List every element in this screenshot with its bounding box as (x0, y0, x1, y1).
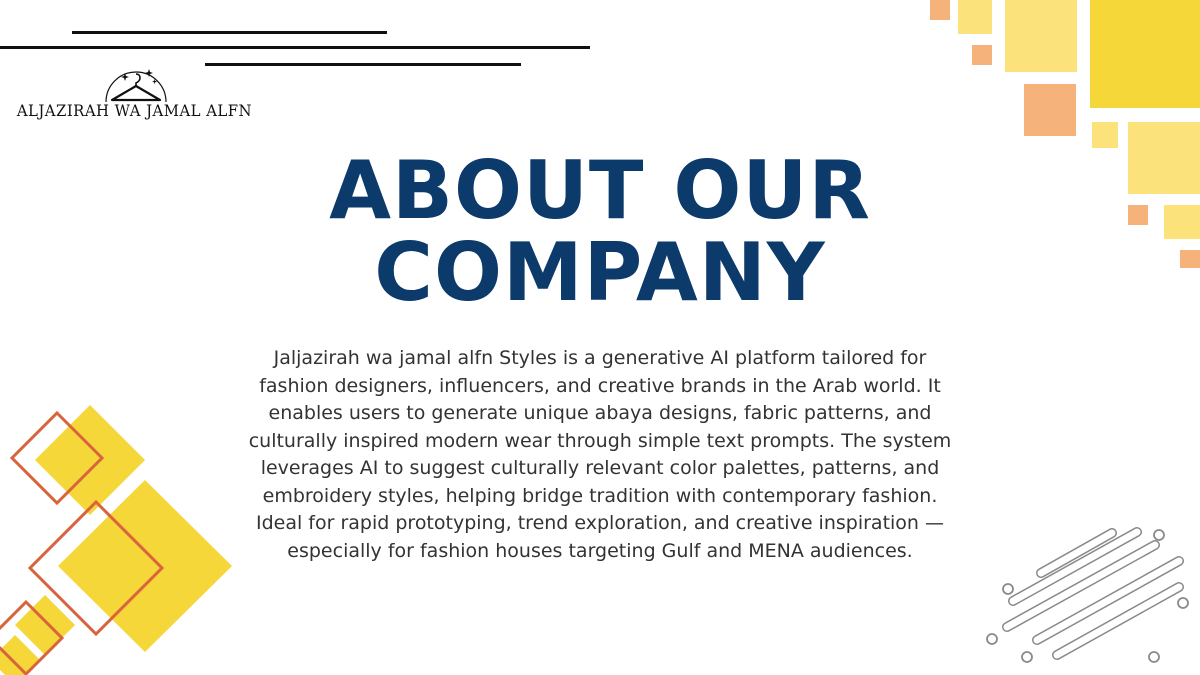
clothes-hanger-icon (98, 64, 174, 104)
page-title: ABOUT OUR COMPANY (329, 144, 871, 319)
decorative-line-top (72, 31, 387, 34)
square-mosaic-decoration (920, 0, 1200, 280)
diamond-shapes-decoration (0, 400, 240, 675)
decorative-line-middle (0, 46, 590, 49)
brand-name: ALJAZIRAH WA JAMAL ALFN (16, 101, 253, 120)
company-description: Jaljazirah wa jamal alfn Styles is a generative AI platform tailored for fashion designers, influencers, and creative brands in the Arab world. It enables users to generate unique abaya designs, fabric patterns, and culturally inspired modern wear through simple text prompts. The system leverages AI to suggest culturally relevant color palettes, patterns, and embroidery styles, helping bridge tradition with contemporary fashion. Ideal for rapid prototyping, trend exploration, and creative inspiration — especially for fashion houses targeting Gulf and MENA audiences. (248, 347, 952, 562)
pill-lines-decoration (975, 515, 1200, 675)
brand-logo (8, 64, 260, 124)
